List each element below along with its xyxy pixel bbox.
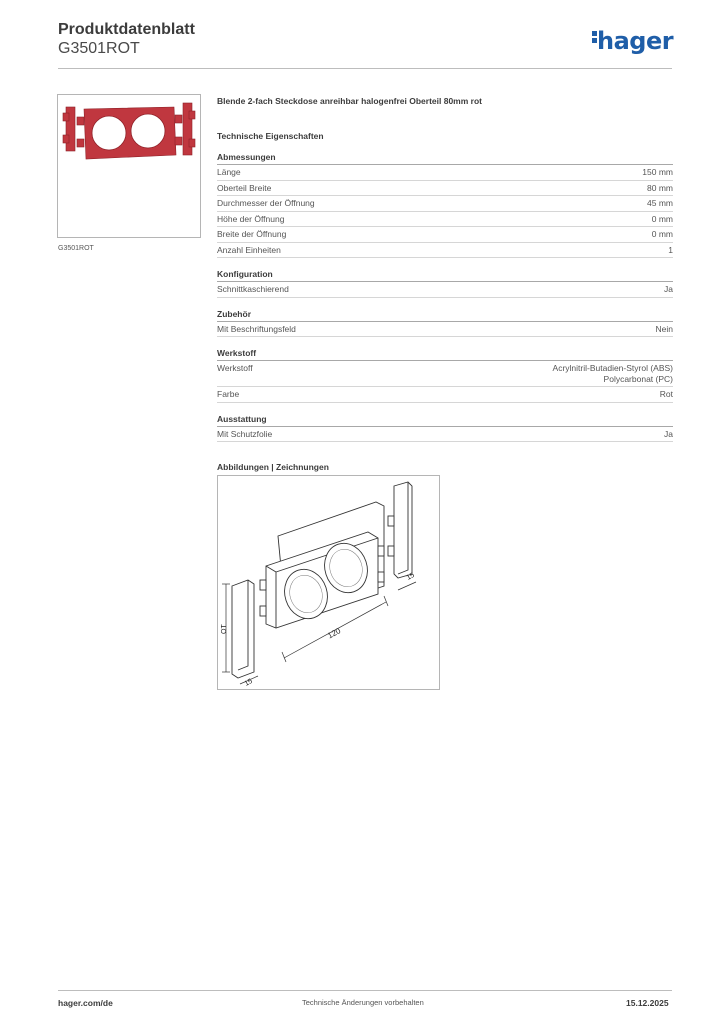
- spec-value: [553, 363, 673, 384]
- spec-label: Breite der Öffnung: [217, 229, 287, 239]
- product-description: Blende 2-fach Steckdose anreihbar halogenfrei Oberteil 80mm rot: [217, 96, 482, 106]
- spec-value: 1: [668, 244, 673, 255]
- product-code: G3501ROT: [58, 40, 140, 57]
- section-configuration: [217, 269, 673, 298]
- section-title: Werkstoff: [217, 348, 673, 361]
- spec-value: Nein: [655, 323, 673, 334]
- spec-value-line: Acrylnitril-Butadien-Styrol (ABS): [552, 363, 673, 373]
- spec-value: 0 mm: [651, 213, 673, 224]
- spec-label: Anzahl Einheiten: [217, 244, 281, 255]
- section-title: Ausstattung: [217, 414, 673, 427]
- spec-label: Länge: [217, 167, 241, 177]
- section-material: [217, 348, 673, 403]
- spec-row: [217, 243, 673, 259]
- product-image-caption: G3501ROT: [58, 245, 94, 252]
- spec-row: [217, 165, 673, 181]
- spec-row: [217, 387, 673, 403]
- footer-disclaimer: Technische Änderungen vorbehalten: [302, 998, 424, 1007]
- spec-label: Mit Beschriftungsfeld: [217, 323, 296, 334]
- spec-label: Oberteil Breite: [217, 182, 272, 193]
- spec-value-line: Polycarbonat (PC): [603, 373, 673, 384]
- section-equipment: [217, 414, 673, 443]
- dimension-length-label: 120: [326, 626, 343, 641]
- hager-logo: [592, 27, 673, 55]
- section-title: Konfiguration: [217, 269, 673, 282]
- spec-label: Höhe der Öffnung: [217, 213, 285, 224]
- footer-date: 15.12.2025: [626, 998, 669, 1008]
- spec-label: Mit Schutzfolie: [217, 428, 273, 439]
- spec-value: 80 mm: [647, 182, 673, 193]
- technical-properties-heading: Technische Eigenschaften: [217, 131, 324, 141]
- spec-label: Werkstoff: [217, 363, 253, 373]
- section-dimensions: [217, 152, 673, 258]
- footer-divider: [58, 990, 672, 991]
- spec-label: Schnittkaschierend: [217, 284, 289, 294]
- spec-value: Ja: [664, 428, 673, 439]
- dimension-side-top-label: 15: [405, 571, 416, 582]
- spec-row: [217, 322, 673, 338]
- spec-row: [217, 427, 673, 443]
- spec-value: 0 mm: [651, 229, 673, 239]
- section-title: Zubehör: [217, 309, 673, 322]
- dimension-height-label: OT: [221, 624, 228, 634]
- drawings-heading: Abbildungen | Zeichnungen: [217, 462, 329, 472]
- specifications-column: [217, 96, 673, 472]
- spec-row: [217, 361, 673, 387]
- spec-value: Rot: [659, 389, 673, 399]
- technical-drawing-icon: [218, 476, 439, 689]
- section-title: Abmessungen: [217, 152, 673, 165]
- footer-website-link[interactable]: hager.com/de: [58, 998, 113, 1008]
- header-divider: [58, 68, 672, 69]
- spec-row: [217, 282, 673, 298]
- spec-value: Ja: [664, 284, 673, 294]
- logo-text: hager: [597, 27, 674, 55]
- spec-label: Farbe: [217, 389, 240, 399]
- spec-value: 150 mm: [642, 167, 673, 177]
- spec-row: [217, 227, 673, 243]
- spec-row: [217, 212, 673, 228]
- document-title: Produktdatenblatt: [58, 21, 195, 38]
- product-image: [57, 94, 201, 238]
- spec-row: [217, 196, 673, 212]
- product-photo-icon: [58, 95, 200, 237]
- section-accessories: [217, 309, 673, 338]
- dimension-side-bottom-label: 15: [243, 677, 254, 688]
- spec-label: Durchmesser der Öffnung: [217, 198, 315, 208]
- spec-value: 45 mm: [647, 198, 673, 208]
- technical-drawing: [217, 475, 440, 690]
- spec-row: [217, 181, 673, 197]
